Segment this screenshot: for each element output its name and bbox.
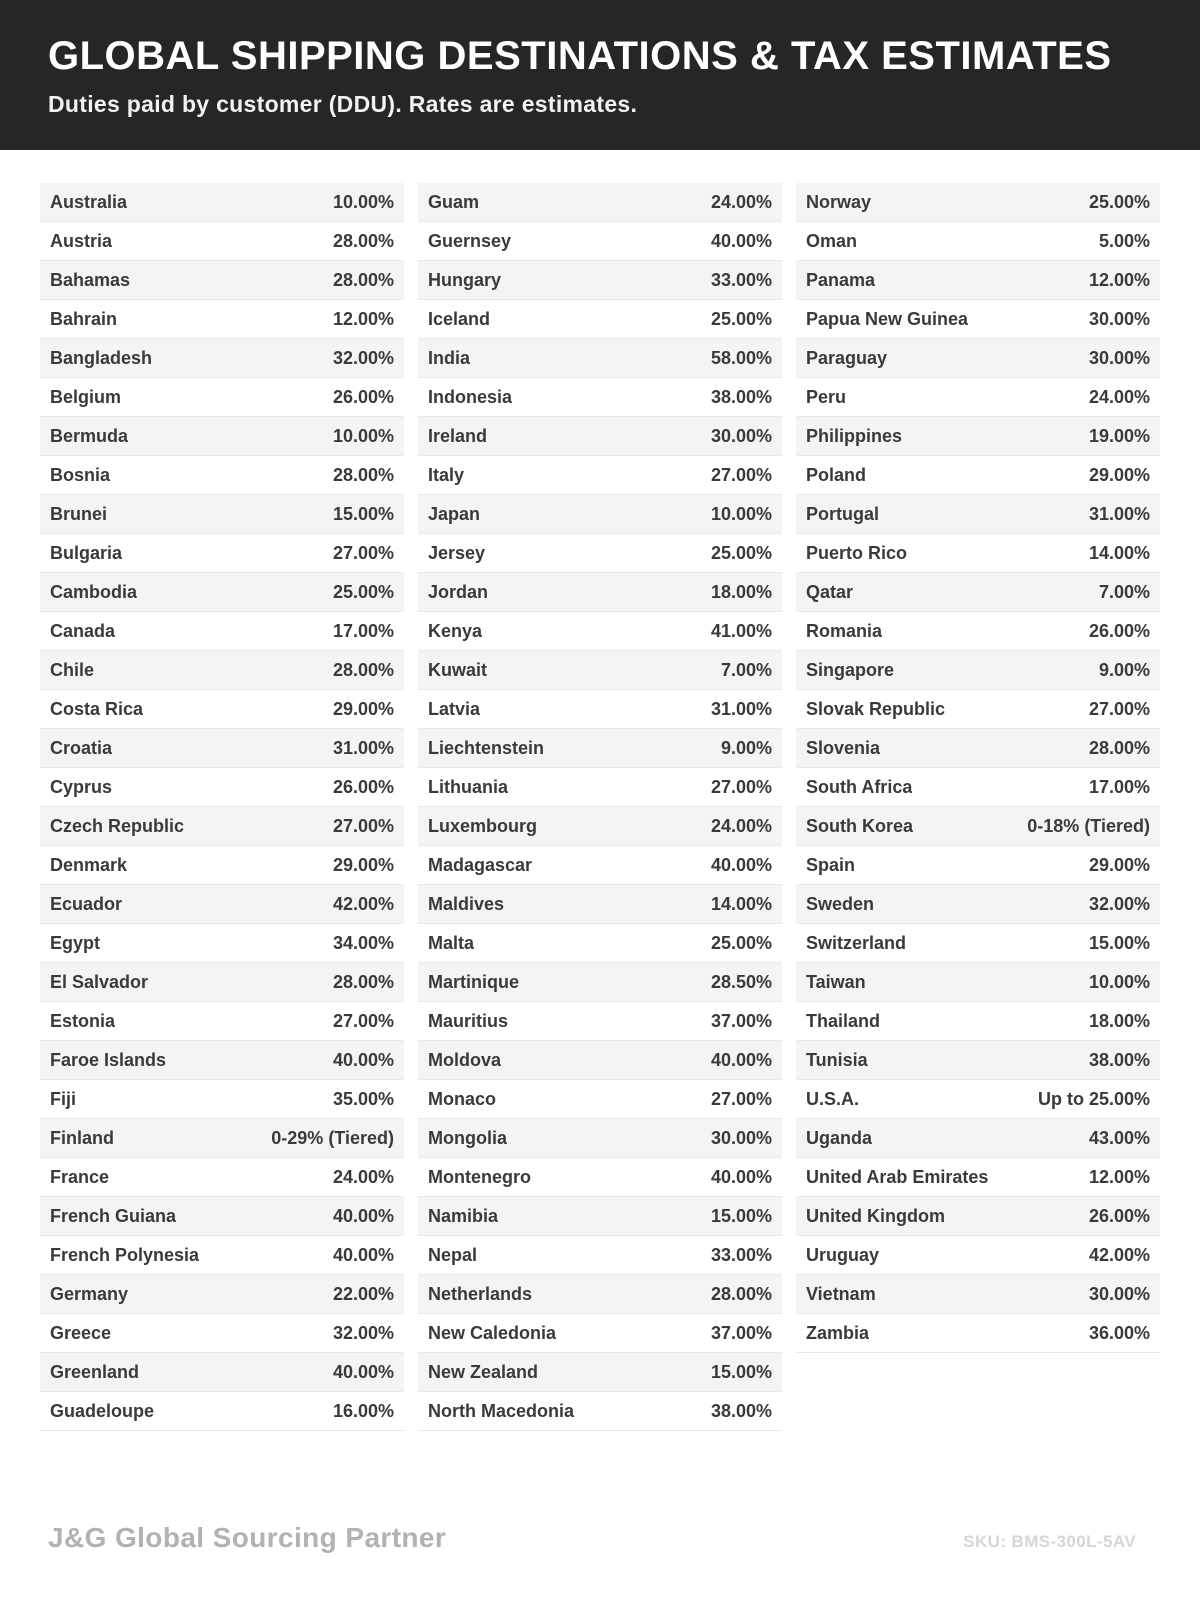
table-row — [40, 417, 404, 456]
tax-rate: 33.00% — [710, 269, 772, 290]
country-name: Bahamas — [50, 269, 131, 290]
tax-rate: 42.00% — [1088, 1244, 1150, 1265]
country-name: India — [428, 347, 471, 368]
country-name: Estonia — [50, 1010, 116, 1031]
tax-rate: 36.00% — [1088, 1322, 1150, 1343]
tax-rate: 12.00% — [332, 308, 394, 329]
tax-rate: 15.00% — [710, 1361, 772, 1382]
table-row — [40, 222, 404, 261]
country-name: Cyprus — [50, 776, 113, 797]
tax-rate: 26.00% — [1088, 1205, 1150, 1226]
tax-rate: 40.00% — [332, 1049, 394, 1070]
table-row — [418, 534, 782, 573]
country-name: Moldova — [428, 1049, 502, 1070]
table-row — [796, 885, 1160, 924]
country-name: Bahrain — [50, 308, 118, 329]
table-row — [418, 768, 782, 807]
country-name: Egypt — [50, 932, 101, 953]
table-row — [796, 1236, 1160, 1275]
table-row — [796, 300, 1160, 339]
table-row — [418, 1197, 782, 1236]
table-row — [796, 729, 1160, 768]
tax-rate: 15.00% — [332, 503, 394, 524]
table-row — [40, 690, 404, 729]
table-row — [418, 651, 782, 690]
table-row — [40, 573, 404, 612]
tax-rate: 27.00% — [710, 1088, 772, 1109]
country-name: France — [50, 1166, 110, 1187]
table-row — [796, 378, 1160, 417]
table-row — [796, 417, 1160, 456]
tax-rate: 22.00% — [332, 1283, 394, 1304]
country-name: Greenland — [50, 1361, 140, 1382]
country-name: Philippines — [806, 425, 903, 446]
tax-rate: 30.00% — [1088, 1283, 1150, 1304]
country-name: New Caledonia — [428, 1322, 557, 1343]
country-name: Costa Rica — [50, 698, 144, 719]
table-row — [40, 729, 404, 768]
country-name: Guam — [428, 191, 480, 212]
tax-rate: 24.00% — [710, 815, 772, 836]
tax-rate: 24.00% — [332, 1166, 394, 1187]
tax-rate: 18.00% — [710, 581, 772, 602]
country-name: Vietnam — [806, 1283, 876, 1304]
country-name: Cambodia — [50, 581, 138, 602]
tax-rate: 14.00% — [710, 893, 772, 914]
country-name: Bosnia — [50, 464, 111, 485]
tax-rate: 25.00% — [710, 932, 772, 953]
table-row — [418, 1041, 782, 1080]
country-name: Tunisia — [806, 1049, 868, 1070]
country-name: French Guiana — [50, 1205, 177, 1226]
table-row — [40, 339, 404, 378]
country-name: South Korea — [806, 815, 914, 836]
tax-rate: 15.00% — [1088, 932, 1150, 953]
tax-rate: 32.00% — [332, 1322, 394, 1343]
country-name: Jordan — [428, 581, 489, 602]
country-name: Namibia — [428, 1205, 499, 1226]
table-row — [796, 1275, 1160, 1314]
table-row — [418, 1353, 782, 1392]
tax-rate: 33.00% — [710, 1244, 772, 1265]
table-row — [796, 846, 1160, 885]
country-name: Greece — [50, 1322, 112, 1343]
country-name: Sweden — [806, 893, 875, 914]
country-name: Uruguay — [806, 1244, 880, 1265]
country-name: Thailand — [806, 1010, 881, 1031]
country-name: Taiwan — [806, 971, 866, 992]
country-name: Czech Republic — [50, 815, 185, 836]
table-row — [796, 339, 1160, 378]
tax-rate: 40.00% — [710, 854, 772, 875]
table-row — [40, 1275, 404, 1314]
table-row — [418, 1119, 782, 1158]
tax-rate: 37.00% — [710, 1322, 772, 1343]
tax-rate: 26.00% — [332, 776, 394, 797]
country-name: Romania — [806, 620, 883, 641]
country-name: Singapore — [806, 659, 895, 680]
table-row — [796, 924, 1160, 963]
country-name: Switzerland — [806, 932, 907, 953]
footer — [48, 1522, 1136, 1554]
table-row — [796, 807, 1160, 846]
tax-rate: 12.00% — [1088, 1166, 1150, 1187]
tax-rate: 17.00% — [332, 620, 394, 641]
tax-rate: 40.00% — [710, 1166, 772, 1187]
table-row — [418, 417, 782, 456]
country-name: Brunei — [50, 503, 108, 524]
country-name: Portugal — [806, 503, 880, 524]
tax-rate: 24.00% — [1088, 386, 1150, 407]
country-name: Kuwait — [428, 659, 488, 680]
tax-rate: 28.00% — [710, 1283, 772, 1304]
country-name: Australia — [50, 191, 128, 212]
tax-rate: 31.00% — [710, 698, 772, 719]
country-name: Belgium — [50, 386, 122, 407]
table-row — [418, 924, 782, 963]
tax-rate: 12.00% — [1088, 269, 1150, 290]
country-name: Faroe Islands — [50, 1049, 167, 1070]
table-row — [796, 1119, 1160, 1158]
country-name: Japan — [428, 503, 481, 524]
tax-rate: 31.00% — [332, 737, 394, 758]
table-row — [796, 1080, 1160, 1119]
tax-rate: 37.00% — [710, 1010, 772, 1031]
tax-rate: 5.00% — [1098, 230, 1150, 251]
table-row — [796, 1314, 1160, 1353]
country-name: Puerto Rico — [806, 542, 908, 563]
table-row — [40, 300, 404, 339]
country-name: Nepal — [428, 1244, 478, 1265]
country-name: Oman — [806, 230, 858, 251]
sku-label: SKU: BMS-300L-5AV — [963, 1532, 1136, 1551]
table-row — [796, 768, 1160, 807]
country-name: Luxembourg — [428, 815, 538, 836]
country-name: Denmark — [50, 854, 128, 875]
country-name: Maldives — [428, 893, 505, 914]
tax-rate: 10.00% — [332, 425, 394, 446]
table-row — [418, 456, 782, 495]
table-row — [796, 261, 1160, 300]
tax-rate: 40.00% — [710, 1049, 772, 1070]
country-name: New Zealand — [428, 1361, 539, 1382]
tax-rate: 40.00% — [332, 1244, 394, 1265]
table-row — [40, 807, 404, 846]
tax-rate: 27.00% — [710, 776, 772, 797]
table-row — [40, 1314, 404, 1353]
country-name: Monaco — [428, 1088, 497, 1109]
table-row — [40, 651, 404, 690]
tax-rate: 58.00% — [710, 347, 772, 368]
country-name: Peru — [806, 386, 847, 407]
brand-name: J&G Global Sourcing Partner — [48, 1522, 447, 1553]
tax-rate: 29.00% — [1088, 854, 1150, 875]
table-row — [796, 456, 1160, 495]
country-name: Qatar — [806, 581, 854, 602]
tax-rate: 26.00% — [332, 386, 394, 407]
table-row — [40, 1236, 404, 1275]
country-name: Kenya — [428, 620, 483, 641]
table-row — [418, 729, 782, 768]
page-title: GLOBAL SHIPPING DESTINATIONS & TAX ESTIMATES — [48, 34, 1112, 78]
tax-rate: 10.00% — [332, 191, 394, 212]
tax-rate: 14.00% — [1088, 542, 1150, 563]
country-name: Lithuania — [428, 776, 508, 797]
table-row — [796, 495, 1160, 534]
tax-rate: 0-18% (Tiered) — [1027, 815, 1150, 836]
table-row — [418, 690, 782, 729]
page-subtitle: Duties paid by customer (DDU). Rates are estimates. — [48, 91, 638, 117]
tax-rate: 27.00% — [710, 464, 772, 485]
tax-rate: 43.00% — [1088, 1127, 1150, 1148]
tax-rate: 30.00% — [710, 425, 772, 446]
table-row — [418, 1392, 782, 1431]
country-name: Guernsey — [428, 230, 512, 251]
tax-rate: 40.00% — [710, 230, 772, 251]
country-name: Croatia — [50, 737, 113, 758]
country-name: U.S.A. — [806, 1088, 860, 1109]
country-name: Ireland — [428, 425, 488, 446]
tax-rate: 27.00% — [332, 542, 394, 563]
tax-rate: 32.00% — [1088, 893, 1150, 914]
country-name: Canada — [50, 620, 116, 641]
table-row — [796, 534, 1160, 573]
country-name: South Africa — [806, 776, 913, 797]
table-row — [796, 651, 1160, 690]
table-row — [418, 612, 782, 651]
tax-rate: 29.00% — [1088, 464, 1150, 485]
table-row — [418, 846, 782, 885]
country-name: Montenegro — [428, 1166, 531, 1187]
table-row — [40, 768, 404, 807]
country-name: Uganda — [806, 1127, 873, 1148]
table-row — [40, 846, 404, 885]
country-name: Chile — [50, 659, 95, 680]
tax-rate: 42.00% — [332, 893, 394, 914]
table-column-3 — [796, 183, 1160, 1353]
table-row — [418, 1158, 782, 1197]
tax-rate: 19.00% — [1088, 425, 1150, 446]
table-row — [40, 183, 404, 222]
tax-rate: 24.00% — [710, 191, 772, 212]
tax-rate: 9.00% — [720, 737, 772, 758]
tax-rate: 30.00% — [710, 1127, 772, 1148]
table-row — [418, 222, 782, 261]
table-row — [40, 1041, 404, 1080]
country-name: Poland — [806, 464, 867, 485]
table-row — [796, 963, 1160, 1002]
tax-rate: 7.00% — [720, 659, 772, 680]
country-name: Netherlands — [428, 1283, 533, 1304]
country-name: Zambia — [806, 1322, 870, 1343]
country-name: Italy — [428, 464, 465, 485]
table-row — [796, 573, 1160, 612]
tax-rate: 10.00% — [1088, 971, 1150, 992]
table-row — [40, 963, 404, 1002]
table-row — [418, 1080, 782, 1119]
table-row — [796, 222, 1160, 261]
tax-rate: 0-29% (Tiered) — [271, 1127, 394, 1148]
tax-rate: 29.00% — [332, 854, 394, 875]
country-name: Fiji — [50, 1088, 76, 1109]
country-name: Ecuador — [50, 893, 123, 914]
country-name: Finland — [50, 1127, 114, 1148]
table-column-1 — [40, 183, 404, 1431]
country-name: Slovenia — [806, 737, 881, 758]
table-row — [40, 924, 404, 963]
country-name: Indonesia — [428, 386, 513, 407]
country-name: North Macedonia — [428, 1400, 575, 1421]
tax-rate: 38.00% — [710, 386, 772, 407]
tax-rate: 32.00% — [332, 347, 394, 368]
table-row — [418, 573, 782, 612]
tax-rate: 15.00% — [710, 1205, 772, 1226]
table-row — [40, 1392, 404, 1431]
table-row — [796, 183, 1160, 222]
table-row — [796, 612, 1160, 651]
country-name: Bermuda — [50, 425, 129, 446]
tax-rate: 25.00% — [1088, 191, 1150, 212]
table-row — [40, 495, 404, 534]
tax-rate: 28.00% — [332, 971, 394, 992]
table-row — [418, 261, 782, 300]
country-name: United Kingdom — [806, 1205, 945, 1226]
table-row — [40, 1080, 404, 1119]
table-row — [796, 1041, 1160, 1080]
tax-rate: 28.00% — [332, 659, 394, 680]
table-row — [796, 1197, 1160, 1236]
tax-rate: 30.00% — [1088, 308, 1150, 329]
tax-rate: 27.00% — [332, 815, 394, 836]
table-row — [418, 339, 782, 378]
country-name: Bulgaria — [50, 542, 123, 563]
tax-rate: 17.00% — [1088, 776, 1150, 797]
tax-rate: 16.00% — [332, 1400, 394, 1421]
country-name: United Arab Emirates — [806, 1166, 989, 1187]
table-column-2 — [418, 183, 782, 1431]
country-name: Mauritius — [428, 1010, 509, 1031]
tax-rate: 25.00% — [332, 581, 394, 602]
tax-rate: 40.00% — [332, 1361, 394, 1382]
table-row — [418, 807, 782, 846]
table-row — [40, 1119, 404, 1158]
table-row — [796, 690, 1160, 729]
country-name: Jersey — [428, 542, 486, 563]
tax-rate: 28.00% — [1088, 737, 1150, 758]
table-row — [40, 612, 404, 651]
tax-rate: 34.00% — [332, 932, 394, 953]
tax-rate: 27.00% — [1088, 698, 1150, 719]
tax-rate: 38.00% — [1088, 1049, 1150, 1070]
table-row — [40, 1158, 404, 1197]
tax-rate: 27.00% — [332, 1010, 394, 1031]
tax-rate: 28.50% — [710, 971, 772, 992]
tax-rate: 25.00% — [710, 542, 772, 563]
country-name: Panama — [806, 269, 876, 290]
tax-rate: 28.00% — [332, 230, 394, 251]
header-banner — [0, 0, 1200, 150]
tax-rate: 25.00% — [710, 308, 772, 329]
tax-rate-table — [0, 183, 1200, 1431]
tax-rate: 31.00% — [1088, 503, 1150, 524]
tax-rate: 30.00% — [1088, 347, 1150, 368]
table-row — [418, 1314, 782, 1353]
country-name: Paraguay — [806, 347, 888, 368]
tax-rate: 28.00% — [332, 464, 394, 485]
table-row — [796, 1158, 1160, 1197]
country-name: Papua New Guinea — [806, 308, 969, 329]
country-name: Iceland — [428, 308, 491, 329]
country-name: Hungary — [428, 269, 502, 290]
country-name: Liechtenstein — [428, 737, 545, 758]
country-name: Malta — [428, 932, 475, 953]
tax-rate: 41.00% — [710, 620, 772, 641]
tax-rate: 26.00% — [1088, 620, 1150, 641]
table-row — [418, 885, 782, 924]
country-name: French Polynesia — [50, 1244, 200, 1265]
country-name: Austria — [50, 230, 113, 251]
country-name: Germany — [50, 1283, 129, 1304]
tax-rate: 38.00% — [710, 1400, 772, 1421]
country-name: Mongolia — [428, 1127, 507, 1148]
table-row — [418, 300, 782, 339]
table-row — [40, 885, 404, 924]
table-row — [418, 1002, 782, 1041]
tax-rate: Up to 25.00% — [1037, 1088, 1150, 1109]
tax-rate: 28.00% — [332, 269, 394, 290]
country-name: Norway — [806, 191, 872, 212]
table-row — [418, 963, 782, 1002]
country-name: Spain — [806, 854, 856, 875]
country-name: Bangladesh — [50, 347, 153, 368]
table-row — [40, 378, 404, 417]
table-row — [418, 495, 782, 534]
tax-rate: 7.00% — [1098, 581, 1150, 602]
table-row — [418, 1236, 782, 1275]
tax-rate: 10.00% — [710, 503, 772, 524]
country-name: Latvia — [428, 698, 481, 719]
table-row — [418, 183, 782, 222]
table-row — [40, 534, 404, 573]
tax-rate: 9.00% — [1098, 659, 1150, 680]
table-row — [40, 456, 404, 495]
table-row — [40, 1002, 404, 1041]
country-name: Guadeloupe — [50, 1400, 155, 1421]
tax-rate: 40.00% — [332, 1205, 394, 1226]
table-row — [40, 1353, 404, 1392]
country-name: Martinique — [428, 971, 520, 992]
table-row — [418, 1275, 782, 1314]
country-name: Slovak Republic — [806, 698, 946, 719]
table-row — [40, 261, 404, 300]
table-row — [40, 1197, 404, 1236]
table-row — [418, 378, 782, 417]
tax-rate: 35.00% — [332, 1088, 394, 1109]
tax-rate: 18.00% — [1088, 1010, 1150, 1031]
tax-rate: 29.00% — [332, 698, 394, 719]
country-name: Madagascar — [428, 854, 533, 875]
country-name: El Salvador — [50, 971, 149, 992]
table-row — [796, 1002, 1160, 1041]
